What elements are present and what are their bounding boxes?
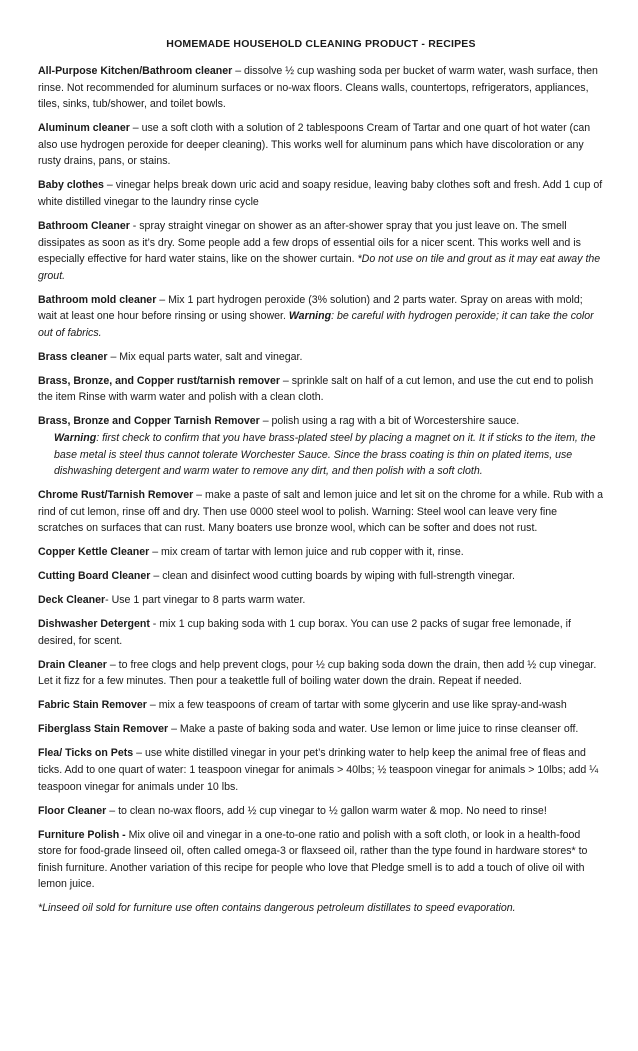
recipe-name: All-Purpose Kitchen/Bathroom cleaner — [38, 65, 233, 77]
footnote: *Linseed oil sold for furniture use often contains dangerous petroleum distillates to speed evaporation. — [38, 902, 516, 915]
recipe-name: Fiberglass Stain Remover — [38, 723, 169, 736]
recipe-name: Fabric Stain Remover — [38, 699, 147, 712]
recipe-text: – clean and disinfect wood cutting boards by wiping with full-strength vinegar. — [150, 570, 515, 583]
recipe-name: Baby clothes — [38, 179, 104, 192]
recipe-entry — [38, 63, 604, 113]
recipe-entry — [38, 568, 604, 585]
recipe-text: – use a soft cloth with a solution of 2 tablespoons Cream of Tartar and one quart of hot water (can also use hydrogen peroxide for deeper cleaning). This works well for aluminum pans which have discoloration or any rusty drains, pans, or stains. — [38, 122, 591, 168]
recipe-text: – to clean no-wax floors, add ½ cup vinegar to ½ gallon warm water & mop. No need to rinse! — [106, 804, 547, 817]
recipe-entry — [38, 487, 604, 537]
recipe-entry — [38, 120, 604, 170]
warning-block — [38, 430, 604, 480]
recipe-name: Furniture Polish - — [38, 828, 126, 841]
recipe-text: – use white distilled vinegar in your pet’s drinking water to help keep the animal free of fleas and ticks. Add to one quart of water: 1 teaspoon vinegar for animals > 40lbs; ½ teaspoon vinegar for animals > 10lbs; add ¼ teaspoon vinegar for animals under 10 lbs. — [38, 747, 599, 793]
recipe-text: – polish using a rag with a bit of Worcestershire sauce. — [259, 415, 520, 428]
document-page — [38, 38, 604, 917]
recipe-name: Dishwasher Detergent — [38, 618, 150, 631]
recipe-text: – mix cream of tartar with lemon juice and rub copper with it, rinse. — [149, 546, 464, 559]
recipe-entry — [38, 745, 604, 795]
recipe-entry — [38, 349, 604, 366]
recipe-note: *Do not use on tile and grout as it may eat away the grout. — [38, 253, 601, 282]
recipe-name: Brass, Bronze, and Copper rust/tarnish remover — [38, 374, 280, 387]
recipe-text: - spray straight vinegar on shower as an after-shower spray that you just leave on. The smell dissipates as soon as it’s dry. Some people add a few drops of essential oils for a nicer scent. This works well and is especially effective for hard water stains, like on the shower curtain. — [38, 219, 581, 266]
recipe-text: – Mix equal parts water, salt and vinegar. — [107, 350, 303, 363]
recipe-name: Drain Cleaner — [38, 658, 107, 671]
recipe-name: Deck Cleaner — [38, 594, 106, 607]
recipe-name: Floor Cleaner — [38, 804, 107, 817]
recipe-entry — [38, 292, 604, 342]
recipe-entry — [38, 177, 604, 210]
recipe-text: – sprinkle salt on half of a cut lemon, and use the cut end to polish the item Rinse with warm water and polish with a clean cloth. — [38, 374, 594, 404]
recipe-entry — [38, 592, 604, 609]
recipe-name: Brass cleaner — [38, 350, 108, 363]
recipe-text: - mix 1 cup baking soda with 1 cup borax. You can use 2 packs of sugar free lemonade, if desired, for scent. — [38, 618, 571, 647]
recipe-name: Bathroom mold cleaner — [38, 293, 157, 306]
recipe-entry — [38, 827, 604, 893]
recipe-entry — [38, 218, 604, 284]
recipe-text: – Make a paste of baking soda and water. Use lemon or lime juice to rinse cleanser off. — [168, 723, 579, 736]
recipe-text: – to free clogs and help prevent clogs, pour ½ cup baking soda down the drain, then add ½ cup vinegar. Let it fizz for a few minutes. Then pour a teakettle full of boiling water down the drain. Repeat if needed. — [38, 658, 597, 688]
recipe-text: – mix a few teaspoons of cream of tartar with some glycerin and use like spray-and-wash — [146, 699, 567, 712]
recipe-entry — [38, 544, 604, 561]
warning-label: Warning — [54, 432, 97, 445]
recipe-entry — [38, 697, 604, 714]
recipe-name: Chrome Rust/Tarnish Remover — [38, 489, 194, 502]
recipe-entry — [38, 803, 604, 820]
recipe-entry — [38, 413, 604, 479]
recipe-name: Flea/ Ticks on Pets — [38, 747, 134, 760]
recipe-note: : be careful with hydrogen peroxide; it can take the color out of fabrics. — [38, 310, 594, 339]
recipe-text: – dissolve ½ cup washing soda per bucket of warm water, wash surface, then rinse. Not recommended for aluminum surfaces or no-wax floors. Cleans walls, countertops, refrigerators, appliances, tiles, sinks, tub/shower, and toilet bowls. — [38, 65, 598, 111]
recipe-text: - Use 1 part vinegar to 8 parts warm water. — [105, 594, 306, 607]
recipe-name: Brass, Bronze and Copper Tarnish Remover — [38, 415, 260, 428]
recipe-entry — [38, 657, 604, 690]
recipe-entry — [38, 616, 604, 649]
recipe-name: Cutting Board Cleaner — [38, 570, 151, 583]
recipe-text: – Mix 1 part hydrogen peroxide (3% solution) and 2 parts water. Spray on areas with mold; wait at least one hour before rinsing or using shower. — [38, 293, 583, 323]
recipe-text: Mix olive oil and vinegar in a one-to-one ratio and polish with a soft cloth, or look in a health-food store for food-grade linseed oil, often called omega-3 or flaxseed oil, rather than the type found in hardware stores* to finish furniture. Another variation of this recipe for people who love that Pledge smell is to add a touch of olive oil with lemon juice. — [38, 828, 588, 891]
recipe-name: Copper Kettle Cleaner — [38, 546, 150, 559]
recipe-name: Aluminum cleaner — [38, 122, 130, 135]
recipe-entry — [38, 373, 604, 406]
recipe-note: : first check to confirm that you have brass-plated steel by placing a magnet on it. It if sticks to the item, the base metal is steel thus cannot tolerate Worchester Sauce. Since the brass coating is thin on plated items, use dishwashing detergent and warm water to remove any dirt, and then polish with a soft cloth. — [54, 432, 596, 478]
warning-label: Warning — [288, 310, 332, 323]
recipe-text: – vinegar helps break down uric acid and soapy residue, leaving baby clothes soft and fresh. Add 1 cup of white distilled vinegar to the laundry rinse cycle — [38, 179, 603, 208]
recipe-entry — [38, 721, 604, 738]
page-title: HOMEMADE HOUSEHOLD CLEANING PRODUCT - RECIPES — [166, 38, 476, 50]
recipe-name: Bathroom Cleaner — [38, 219, 130, 232]
recipe-text: – make a paste of salt and lemon juice and let sit on the chrome for a while. Rub with a rind of cut lemon, rinse off and dry. Then use 0000 steel wool to polish. Warning: Steel wool can leave very fine scratches on surfaces that can rust. Many boaters use bronze wool, which can be softer and does not rust. — [38, 489, 604, 535]
